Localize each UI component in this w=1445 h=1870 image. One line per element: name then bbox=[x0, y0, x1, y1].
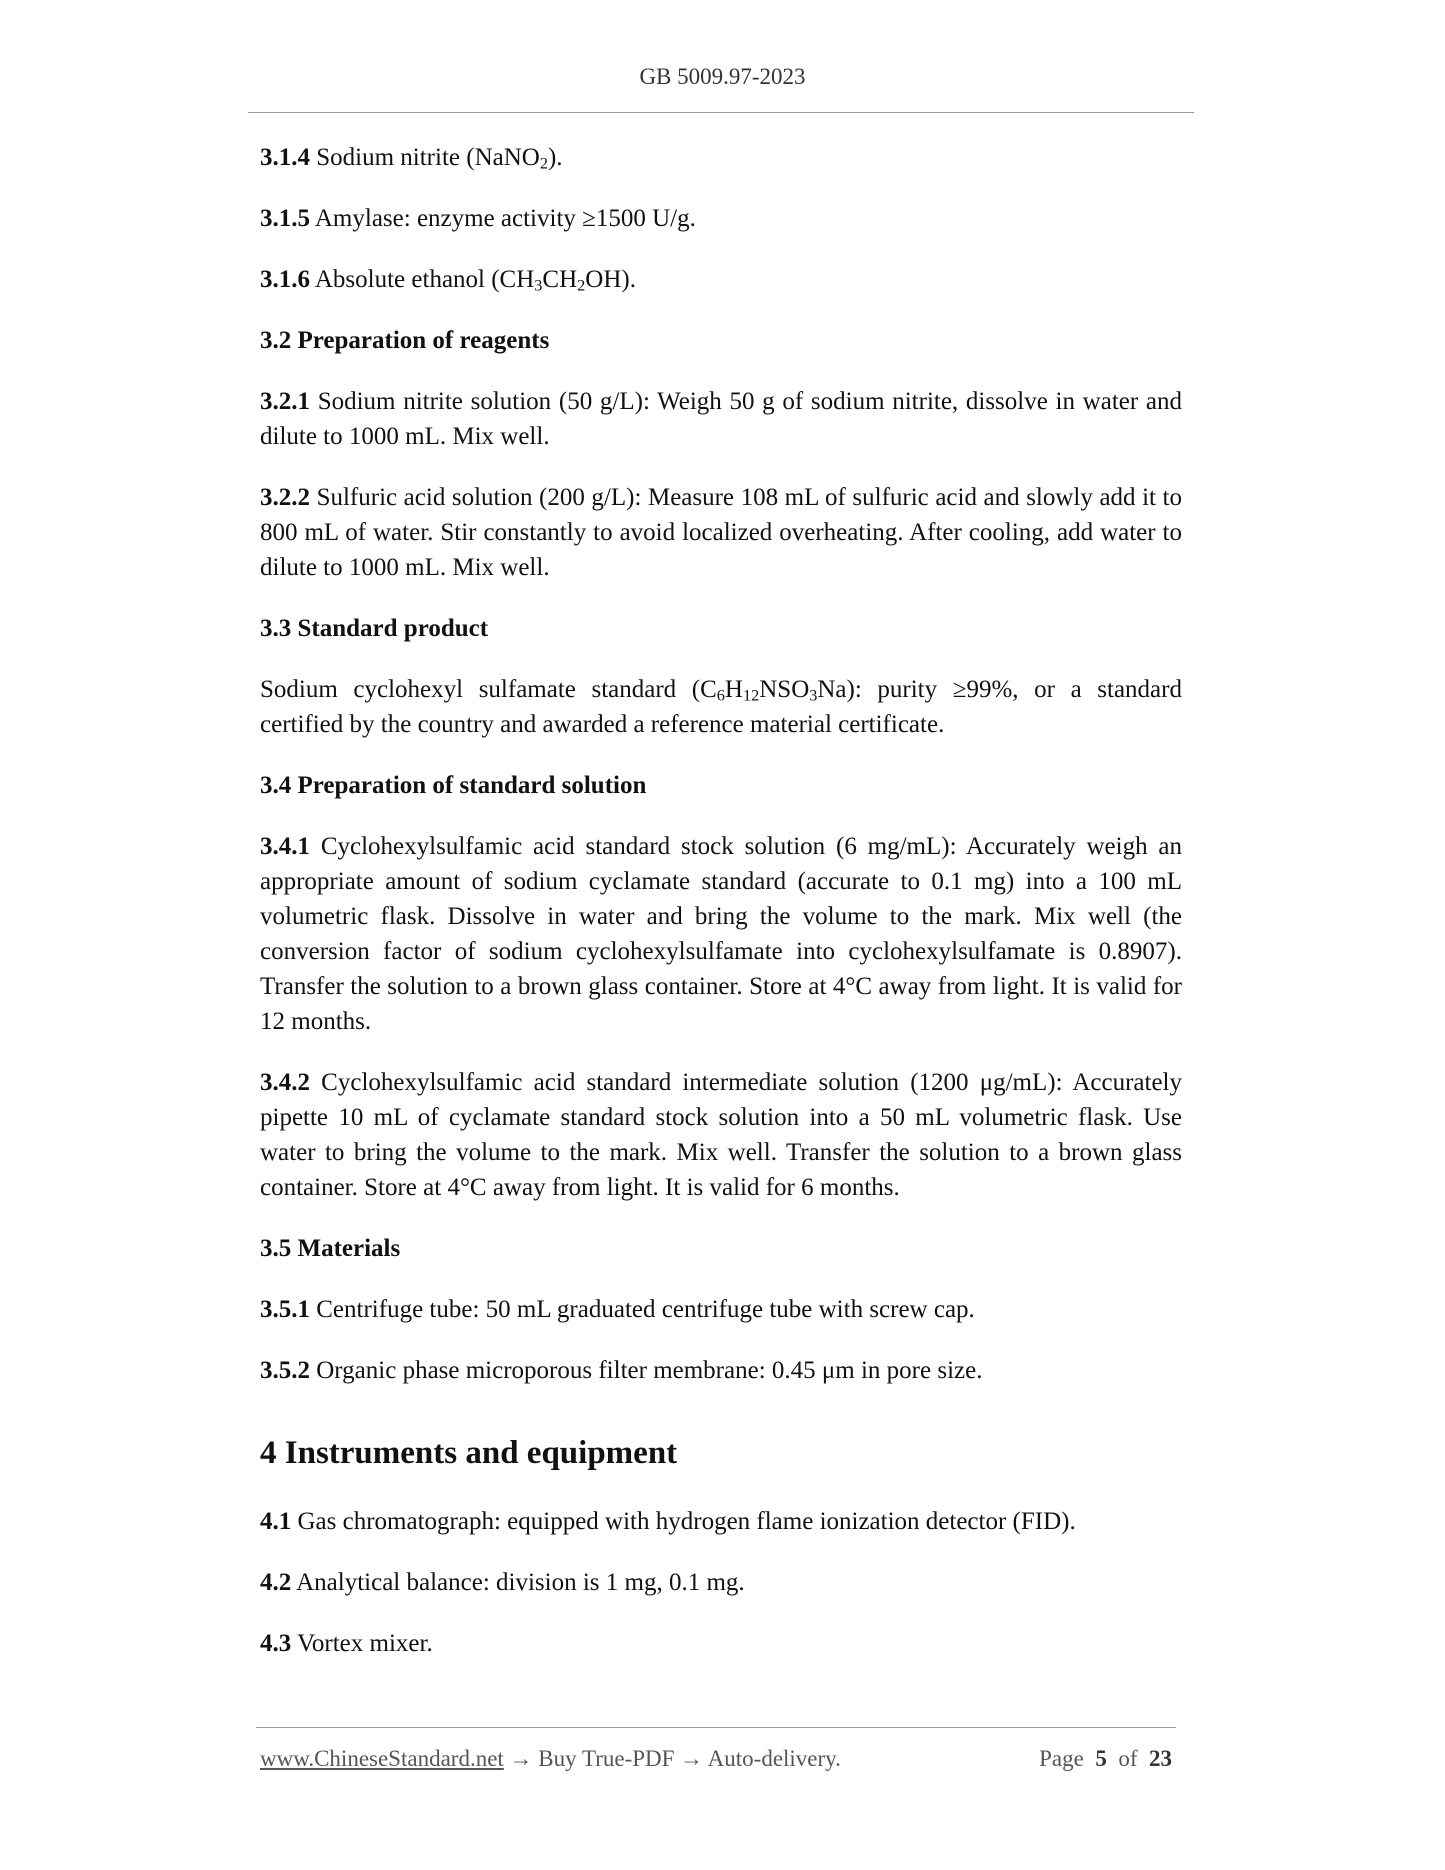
text-run: NSO bbox=[759, 676, 810, 703]
clause-text: Sodium nitrite (NaNO bbox=[316, 144, 540, 171]
clause-text: Vortex mixer. bbox=[297, 1630, 433, 1657]
subscript: 3 bbox=[809, 686, 818, 705]
clause-3-5-2 bbox=[260, 1353, 1182, 1388]
clause-number: 4.2 bbox=[260, 1569, 292, 1596]
section-heading-3-3: 3.3 Standard product bbox=[260, 615, 489, 642]
page-header: GB 5009.97-2023 bbox=[639, 64, 806, 89]
clause-3-1-4 bbox=[260, 140, 1182, 175]
clause-text: Sulfuric acid solution (200 g/L): Measure 108 mL of sulfuric acid and slowly add it to 800 mL of water. Stir constantly to avoid localized overheating. After cooling, add water to dilute to 1000 mL. Mix well. bbox=[260, 484, 1183, 581]
clause-text-tail: OH). bbox=[585, 266, 636, 293]
text-run: Na): purity ≥99%, or a standard certified by the country and awarded a reference material certificate. bbox=[260, 676, 1182, 738]
clause-number: 3.4.2 bbox=[260, 1069, 310, 1096]
clause-text-tail: ). bbox=[547, 144, 563, 171]
clause-text: Analytical balance: division is 1 mg, 0.1 mg. bbox=[296, 1569, 745, 1596]
clause-number: 3.5.1 bbox=[260, 1296, 310, 1323]
text-run: Sodium cyclohexyl sulfamate standard (C bbox=[260, 676, 717, 703]
page-number bbox=[1039, 1746, 1172, 1772]
standard-product-text bbox=[260, 672, 1182, 742]
section-heading-3-5: 3.5 Materials bbox=[260, 1235, 401, 1262]
section-heading-3-2: 3.2 Preparation of reagents bbox=[260, 327, 550, 354]
clause-4-3 bbox=[260, 1626, 1182, 1661]
clause-text: Amylase: enzyme activity ≥1500 U/g. bbox=[314, 205, 696, 232]
clause-3-2-2 bbox=[260, 480, 1182, 585]
subscript: 2 bbox=[577, 276, 586, 295]
footer-divider bbox=[256, 1727, 1176, 1728]
header-divider bbox=[248, 112, 1194, 113]
page-label: Page bbox=[1039, 1746, 1084, 1771]
website-link[interactable]: www.ChineseStandard.net bbox=[260, 1746, 504, 1771]
subscript: 2 bbox=[539, 154, 548, 173]
subscript: 12 bbox=[742, 686, 760, 705]
subscript: 3 bbox=[534, 276, 543, 295]
document-body bbox=[260, 140, 1182, 1687]
clause-3-4-2 bbox=[260, 1065, 1182, 1205]
clause-3-2-1 bbox=[260, 384, 1182, 454]
clause-text: CH bbox=[542, 266, 578, 293]
clause-number: 3.1.4 bbox=[260, 144, 310, 171]
footer-promo-text: → Buy True-PDF → Auto-delivery. bbox=[503, 1746, 841, 1771]
footer-promo bbox=[260, 1746, 841, 1772]
clause-text: Absolute ethanol (CH bbox=[314, 266, 535, 293]
clause-text: Cyclohexylsulfamic acid standard stock solution (6 mg/mL): Accurately weigh an appropriate amount of sodium cyclamate standard (accurate to 0.1 mg) into a 100 mL volumetric flask. Dissolve in water and bring the volume to the mark. Mix well (the conversion factor of sodium cyclohexylsulfamate into cyclohexylsulfamate is 0.8907). Transfer the solution to a brown glass container. Store at 4°C away from light. It is valid for 12 months. bbox=[260, 833, 1183, 1035]
section-heading-3-4: 3.4 Preparation of standard solution bbox=[260, 772, 647, 799]
subscript: 6 bbox=[716, 686, 725, 705]
text-run: H bbox=[724, 676, 743, 703]
clause-text: Centrifuge tube: 50 mL graduated centrifuge tube with screw cap. bbox=[316, 1296, 975, 1323]
clause-number: 4.1 bbox=[260, 1508, 292, 1535]
clause-3-1-6 bbox=[260, 262, 1182, 297]
clause-4-1 bbox=[260, 1504, 1182, 1539]
current-page: 5 bbox=[1095, 1746, 1107, 1771]
clause-number: 3.1.6 bbox=[260, 266, 310, 293]
clause-number: 4.3 bbox=[260, 1630, 292, 1657]
clause-3-1-5 bbox=[260, 201, 1182, 236]
clause-number: 3.4.1 bbox=[260, 833, 310, 860]
clause-text: Gas chromatograph: equipped with hydrogen flame ionization detector (FID). bbox=[297, 1508, 1076, 1535]
clause-text: Cyclohexylsulfamic acid standard intermediate solution (1200 μg/mL): Accurately pipette 10 mL of cyclamate standard stock solution into a 50 mL volumetric flask. Use water to bring the volume to the mark. Mix well. Transfer the solution to a brown glass container. Store at 4°C away from light. It is valid for 6 months. bbox=[260, 1069, 1182, 1201]
clause-3-5-1 bbox=[260, 1292, 1182, 1327]
clause-number: 3.5.2 bbox=[260, 1357, 310, 1384]
clause-4-2 bbox=[260, 1565, 1182, 1600]
of-label: of bbox=[1118, 1746, 1138, 1771]
clause-text: Organic phase microporous filter membrane: 0.45 μm in pore size. bbox=[316, 1357, 983, 1384]
clause-number: 3.2.2 bbox=[260, 484, 310, 511]
clause-text: Sodium nitrite solution (50 g/L): Weigh 50 g of sodium nitrite, dissolve in water and dilute to 1000 mL. Mix well. bbox=[260, 388, 1182, 450]
clause-3-4-1 bbox=[260, 829, 1182, 1039]
clause-number: 3.1.5 bbox=[260, 205, 310, 232]
total-pages: 23 bbox=[1149, 1746, 1172, 1771]
clause-number: 3.2.1 bbox=[260, 388, 310, 415]
chapter-heading-4: 4 Instruments and equipment bbox=[260, 1435, 678, 1471]
